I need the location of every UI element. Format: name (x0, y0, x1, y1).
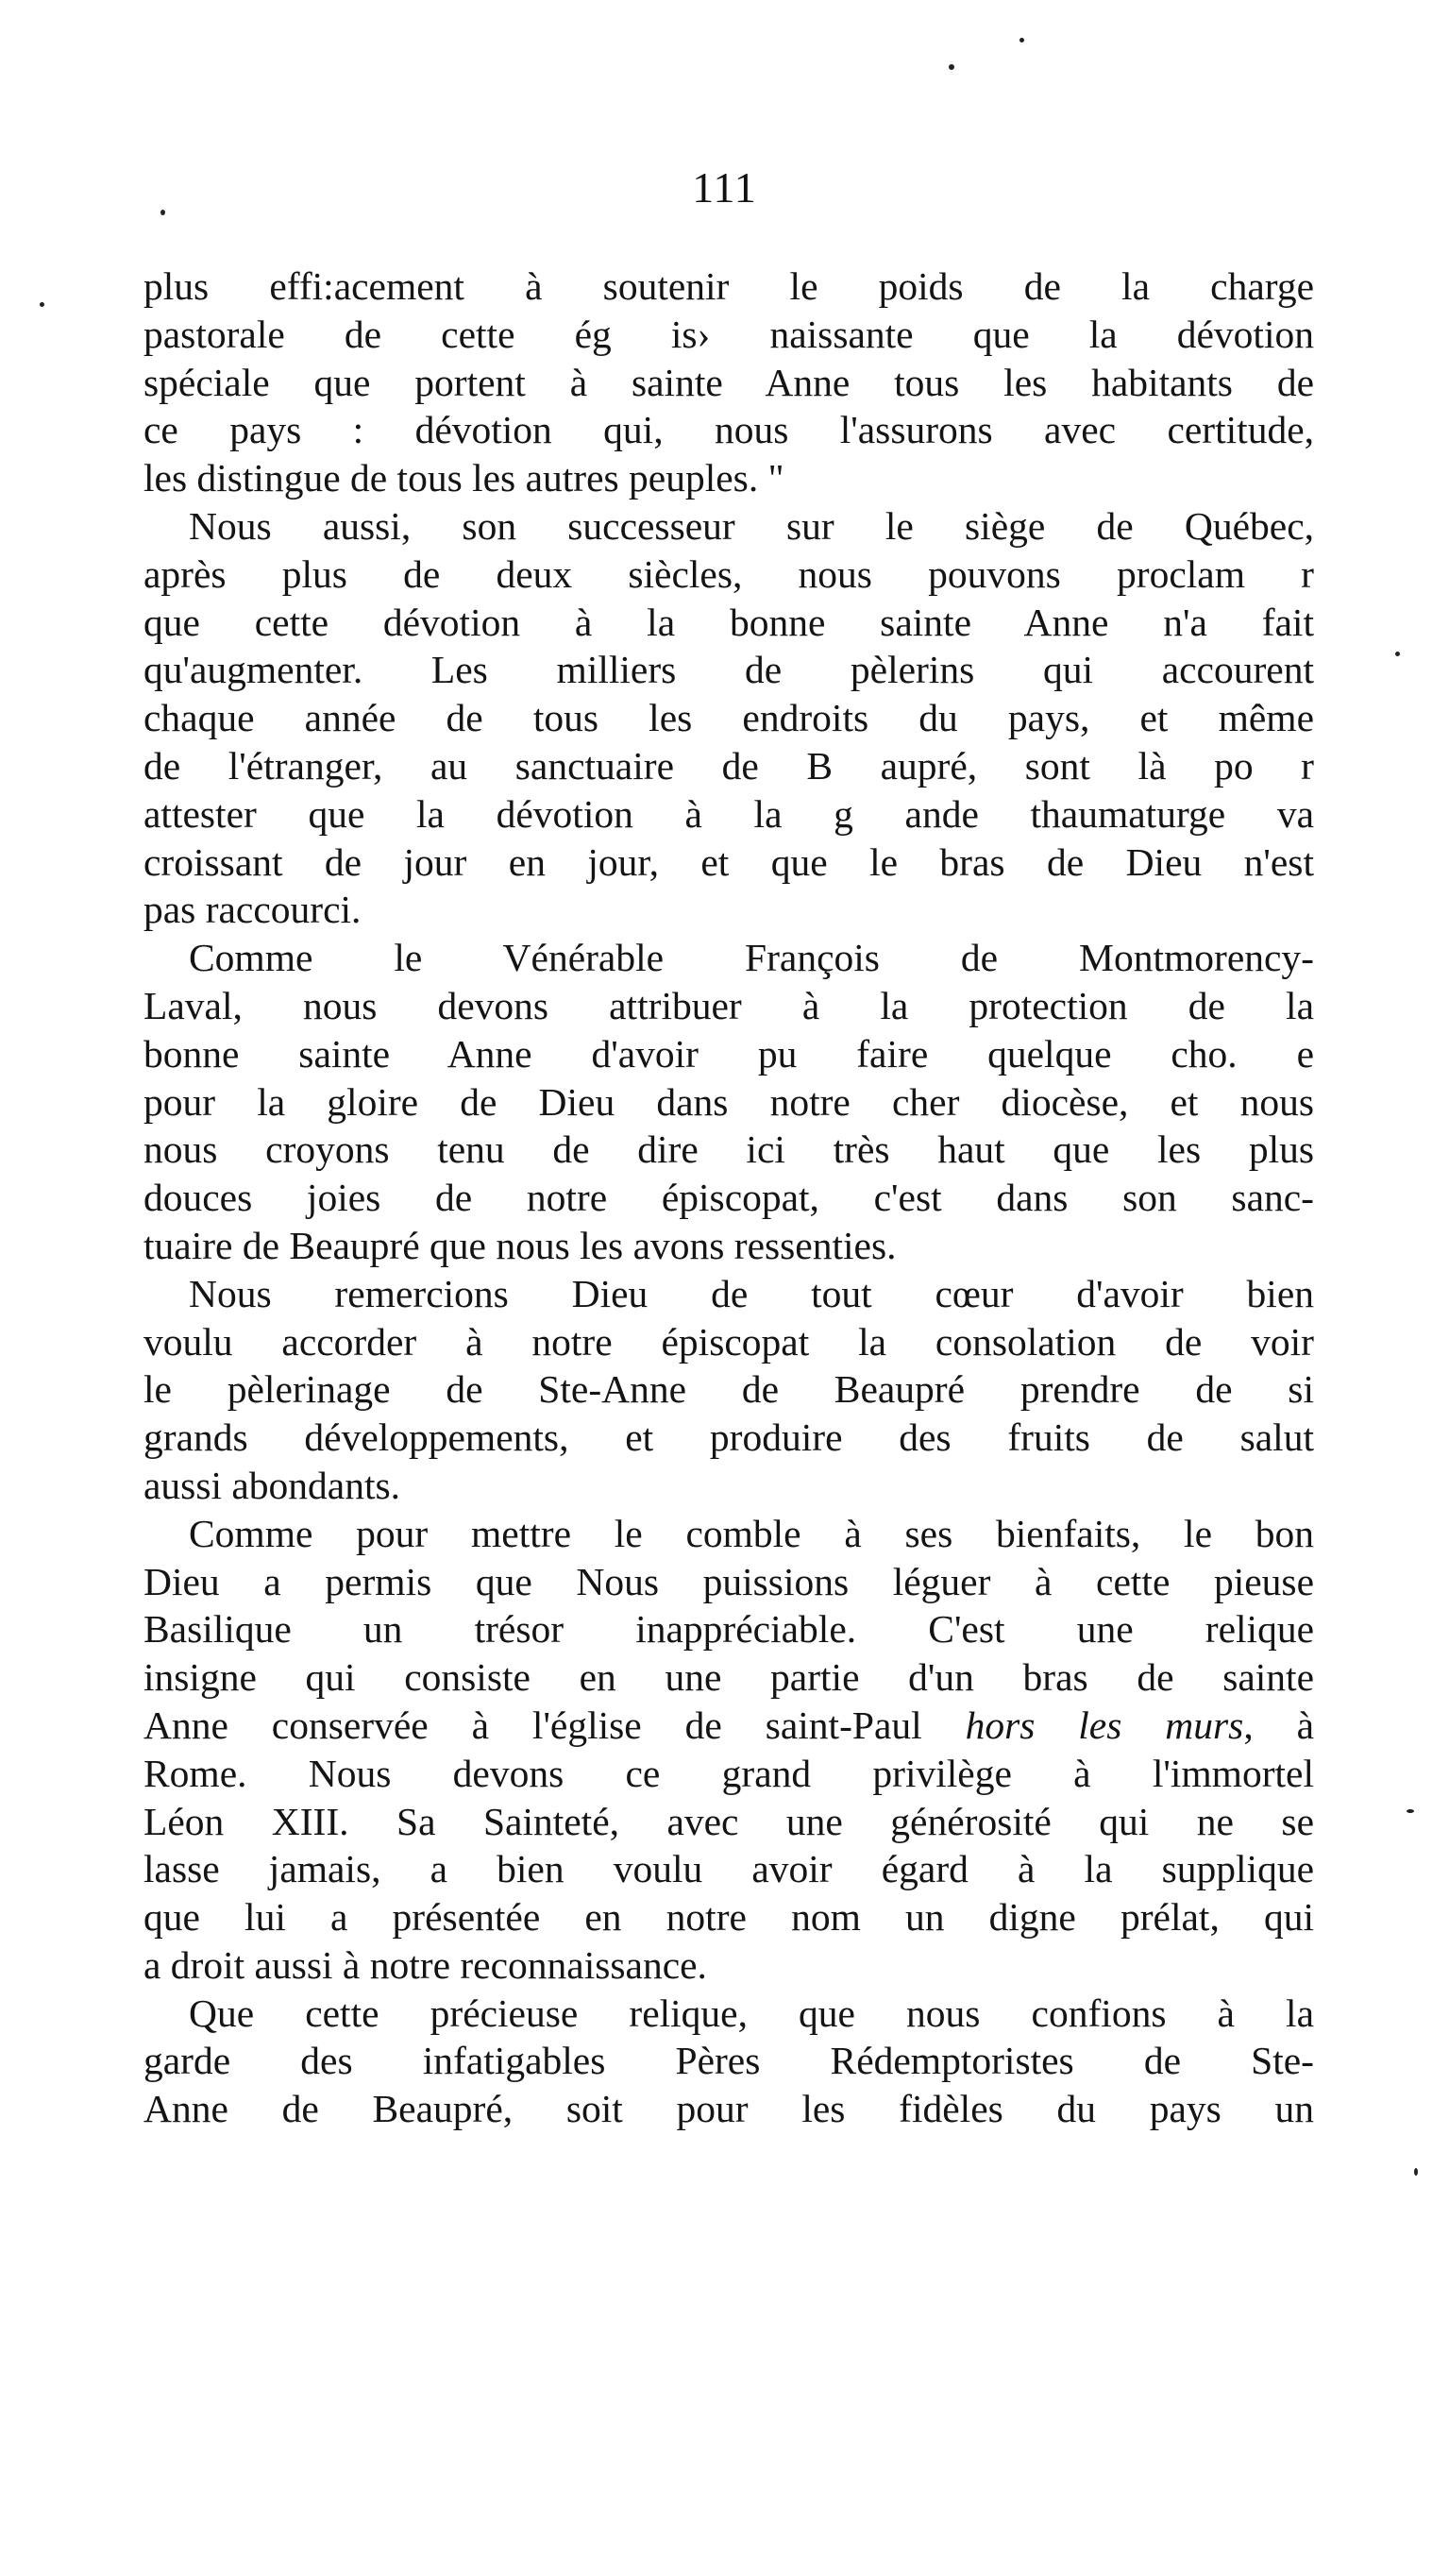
text-line: Comme le Vénérable François de Montmorency- (189, 936, 1314, 980)
ink-speck (1414, 2168, 1418, 2176)
text-line: que cette dévotion à la bonne sainte Anne n'a fait (143, 600, 1314, 644)
paragraph (143, 502, 1314, 934)
text-line: voulu accorder à notre épiscopat la consolation de voir (143, 1319, 1314, 1364)
ink-speck (1407, 1809, 1414, 1813)
text-line: Comme pour mettre le comble à ses bienfaits, le bon (189, 1511, 1314, 1555)
body-text (143, 263, 1314, 2133)
ink-speck (1395, 652, 1400, 656)
paragraph (143, 1510, 1314, 1990)
text-line: que lui a présentée en notre nom un digne prélat, qui (143, 1895, 1314, 1940)
text-line: Léon XIII. Sa Sainteté, avec une générosité qui ne se (143, 1799, 1314, 1843)
text-line: Laval, nous devons attribuer à la protection de la (143, 983, 1314, 1027)
text-line: qu'augmenter. Les milliers de pèlerins qui accourent (143, 648, 1314, 692)
text-line: de l'étranger, au sanctuaire de B aupré, sont là po r (143, 743, 1314, 788)
ink-speck (1019, 38, 1024, 42)
text-line: pour la gloire de Dieu dans notre cher diocèse, et nous (143, 1079, 1314, 1124)
text-line: tuaire de Beaupré que nous les avons ressenties. (143, 1223, 897, 1267)
text-line: Anne conservée à l'église de saint-Paul hors les murs, à (143, 1703, 1315, 1747)
text-line: Basilique un trésor inappréciable. C'est une relique (143, 1607, 1314, 1652)
text-line: attester que la dévotion à la g ande thaumaturge va (143, 791, 1314, 836)
text-line: Rome. Nous devons ce grand privilège à l'immortel (143, 1751, 1314, 1795)
text-line: Nous aussi, son successeur sur le siège de Québec, (189, 503, 1314, 548)
text-line: grands développements, et produire des fruits de salut (143, 1415, 1314, 1460)
text-line: plus effi:acement à soutenir le poids de la charge (143, 264, 1314, 308)
text-line: lasse jamais, a bien voulu avoir égard à la supplique (143, 1847, 1314, 1891)
paragraph (143, 1990, 1314, 2133)
ink-speck (949, 64, 954, 70)
text-line: les distingue de tous les autres peuples. " (143, 456, 784, 500)
text-line: ce pays : dévotion qui, nous l'assurons avec certitude, (143, 408, 1314, 452)
italic-phrase: hors les murs (965, 1703, 1244, 1747)
text-line: chaque année de tous les endroits du pays, et même (143, 696, 1314, 740)
text-line: Dieu a permis que Nous puissions léguer à cette pieuse (143, 1559, 1314, 1603)
text-line: douces joies de notre épiscopat, c'est dans son sanc- (143, 1176, 1314, 1220)
text-line: pastorale de cette ég is› naissante que la dévotion (143, 312, 1314, 356)
paragraph (143, 1270, 1314, 1510)
text-line: Que cette précieuse relique, que nous confions à la (189, 1991, 1314, 2035)
text-line: Anne de Beaupré, soit pour les fidèles du pays un (143, 2087, 1314, 2131)
text-line: Nous remercions Dieu de tout cœur d'avoir bien (189, 1271, 1314, 1315)
text-line: croissant de jour en jour, et que le bras de Dieu n'est (143, 839, 1314, 884)
text-line: aussi abondants. (143, 1463, 401, 1507)
text-line: le pèlerinage de Ste-Anne de Beaupré prendre de si (143, 1367, 1314, 1412)
text-line: bonne sainte Anne d'avoir pu faire quelque cho. e (143, 1031, 1314, 1076)
page-number: 111 (692, 163, 757, 212)
text-line: après plus de deux siècles, nous pouvons proclam r (143, 551, 1314, 596)
text-line: garde des infatigables Pères Rédemptoristes de Ste- (143, 2039, 1314, 2083)
paragraph (143, 934, 1314, 1270)
text-line: insigne qui consiste en une partie d'un bras de sainte (143, 1655, 1314, 1700)
ink-speck (40, 302, 44, 307)
text-line: pas raccourci. (143, 888, 362, 932)
text-line: nous croyons tenu de dire ici très haut que les plus (143, 1127, 1314, 1172)
text-line: spéciale que portent à sainte Anne tous les habitants de (143, 360, 1314, 404)
text-line: a droit aussi à notre reconnaissance. (143, 1942, 707, 1987)
paragraph (143, 263, 1314, 502)
